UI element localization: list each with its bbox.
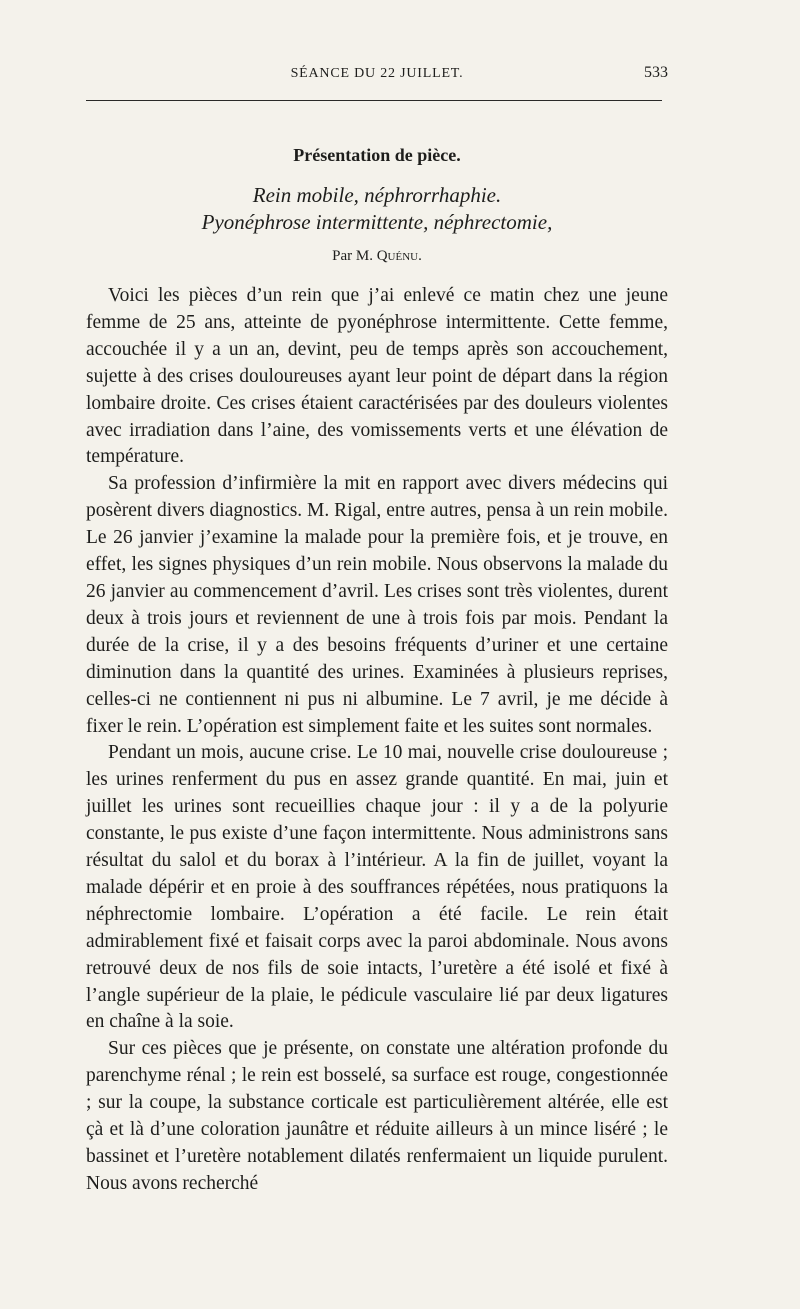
byline-prefix: Par M. <box>332 248 373 264</box>
article-title-line-2: Pyonéphrose intermittente, néphrectomie, <box>201 210 553 234</box>
paragraph-3: Pendant un mois, aucune crise. Le 10 mai, nouvelle crise douloureuse ; les urines renferment du pus en assez grande quantité. En mai, juin et juillet les urines sont recueillies chaque jour : il y a de la polyurie constante, le pus existe d’une façon intermittente. Nous administrons sans résultat du salol et du borax à l’intérieur. A la fin de juillet, voyant la malade dépérir et en proie à des souffrances répétées, nous pratiquons la néphrectomie lombaire. L’opération a été facile. Le rein était admirablement fixé et faisait corps avec la paroi abdominale. Nous avons retrouvé deux de nos fils de soie intacts, l’uretère a été isolé et fixé à l’angle supérieur de la plaie, le pédicule vasculaire lié par deux ligatures en chaîne à la soie. <box>86 742 668 1033</box>
article-body <box>86 283 668 1198</box>
paragraph-2: Sa profession d’infirmière la mit en rapport avec divers médecins qui posèrent divers diagnostics. M. Rigal, entre autres, pensa à un rein mobile. Le 26 janvier j’examine la malade pour la première fois, et je trouve, en effet, les signes physiques d’un rein mobile. Nous observons la malade du 26 janvier au commencement d’avril. Les crises sont très violentes, durent deux à trois jours et reviennent de une à trois fois par mois. Pendant la durée de la crise, il y a des besoins fréquents d’uriner et une certaine diminution dans la quantité des urines. Examinées à plusieurs reprises, celles-ci ne contiennent ni pus ni albumine. Le 7 avril, je me décide à fixer le rein. L’opération est simplement faite et les suites sont normales. <box>86 473 668 737</box>
page-number: 533 <box>644 64 668 81</box>
section-heading: Présentation de pièce. <box>293 145 461 165</box>
byline-author: Quénu. <box>376 248 422 264</box>
running-title: SÉANCE DU 22 JUILLET. <box>290 66 464 81</box>
paragraph-1: Voici les pièces d’un rein que j’ai enlevé ce matin chez une jeune femme de 25 ans, atteinte de pyonéphrose intermittente. Cette femme, accouchée il y a un an, devint, peu de temps après son accouchement, sujette à des crises douloureuses ayant leur point de départ dans la région lombaire droite. Ces crises étaient caractérisées par des douleurs violentes avec irradiation dans l’aine, des vomissements verts et une élévation de température. <box>86 285 668 468</box>
paragraph-4: Sur ces pièces que je présente, on constate une altération profonde du parenchyme rénal ; le rein est bosselé, sa surface est rouge, congestionnée ; sur la coupe, la substance corticale est particulièrement altérée, elle est çà et là d’une coloration jaunâtre et réduite ailleurs à un mince liséré ; le bassinet et l’uretère notablement dilatés renfermaient un liquide purulent. Nous avons recherché <box>86 1038 668 1194</box>
header-rule <box>86 100 662 101</box>
article-title-line-1: Rein mobile, néphrorrhaphie. <box>252 183 502 207</box>
byline <box>86 248 668 265</box>
running-head <box>86 60 668 94</box>
